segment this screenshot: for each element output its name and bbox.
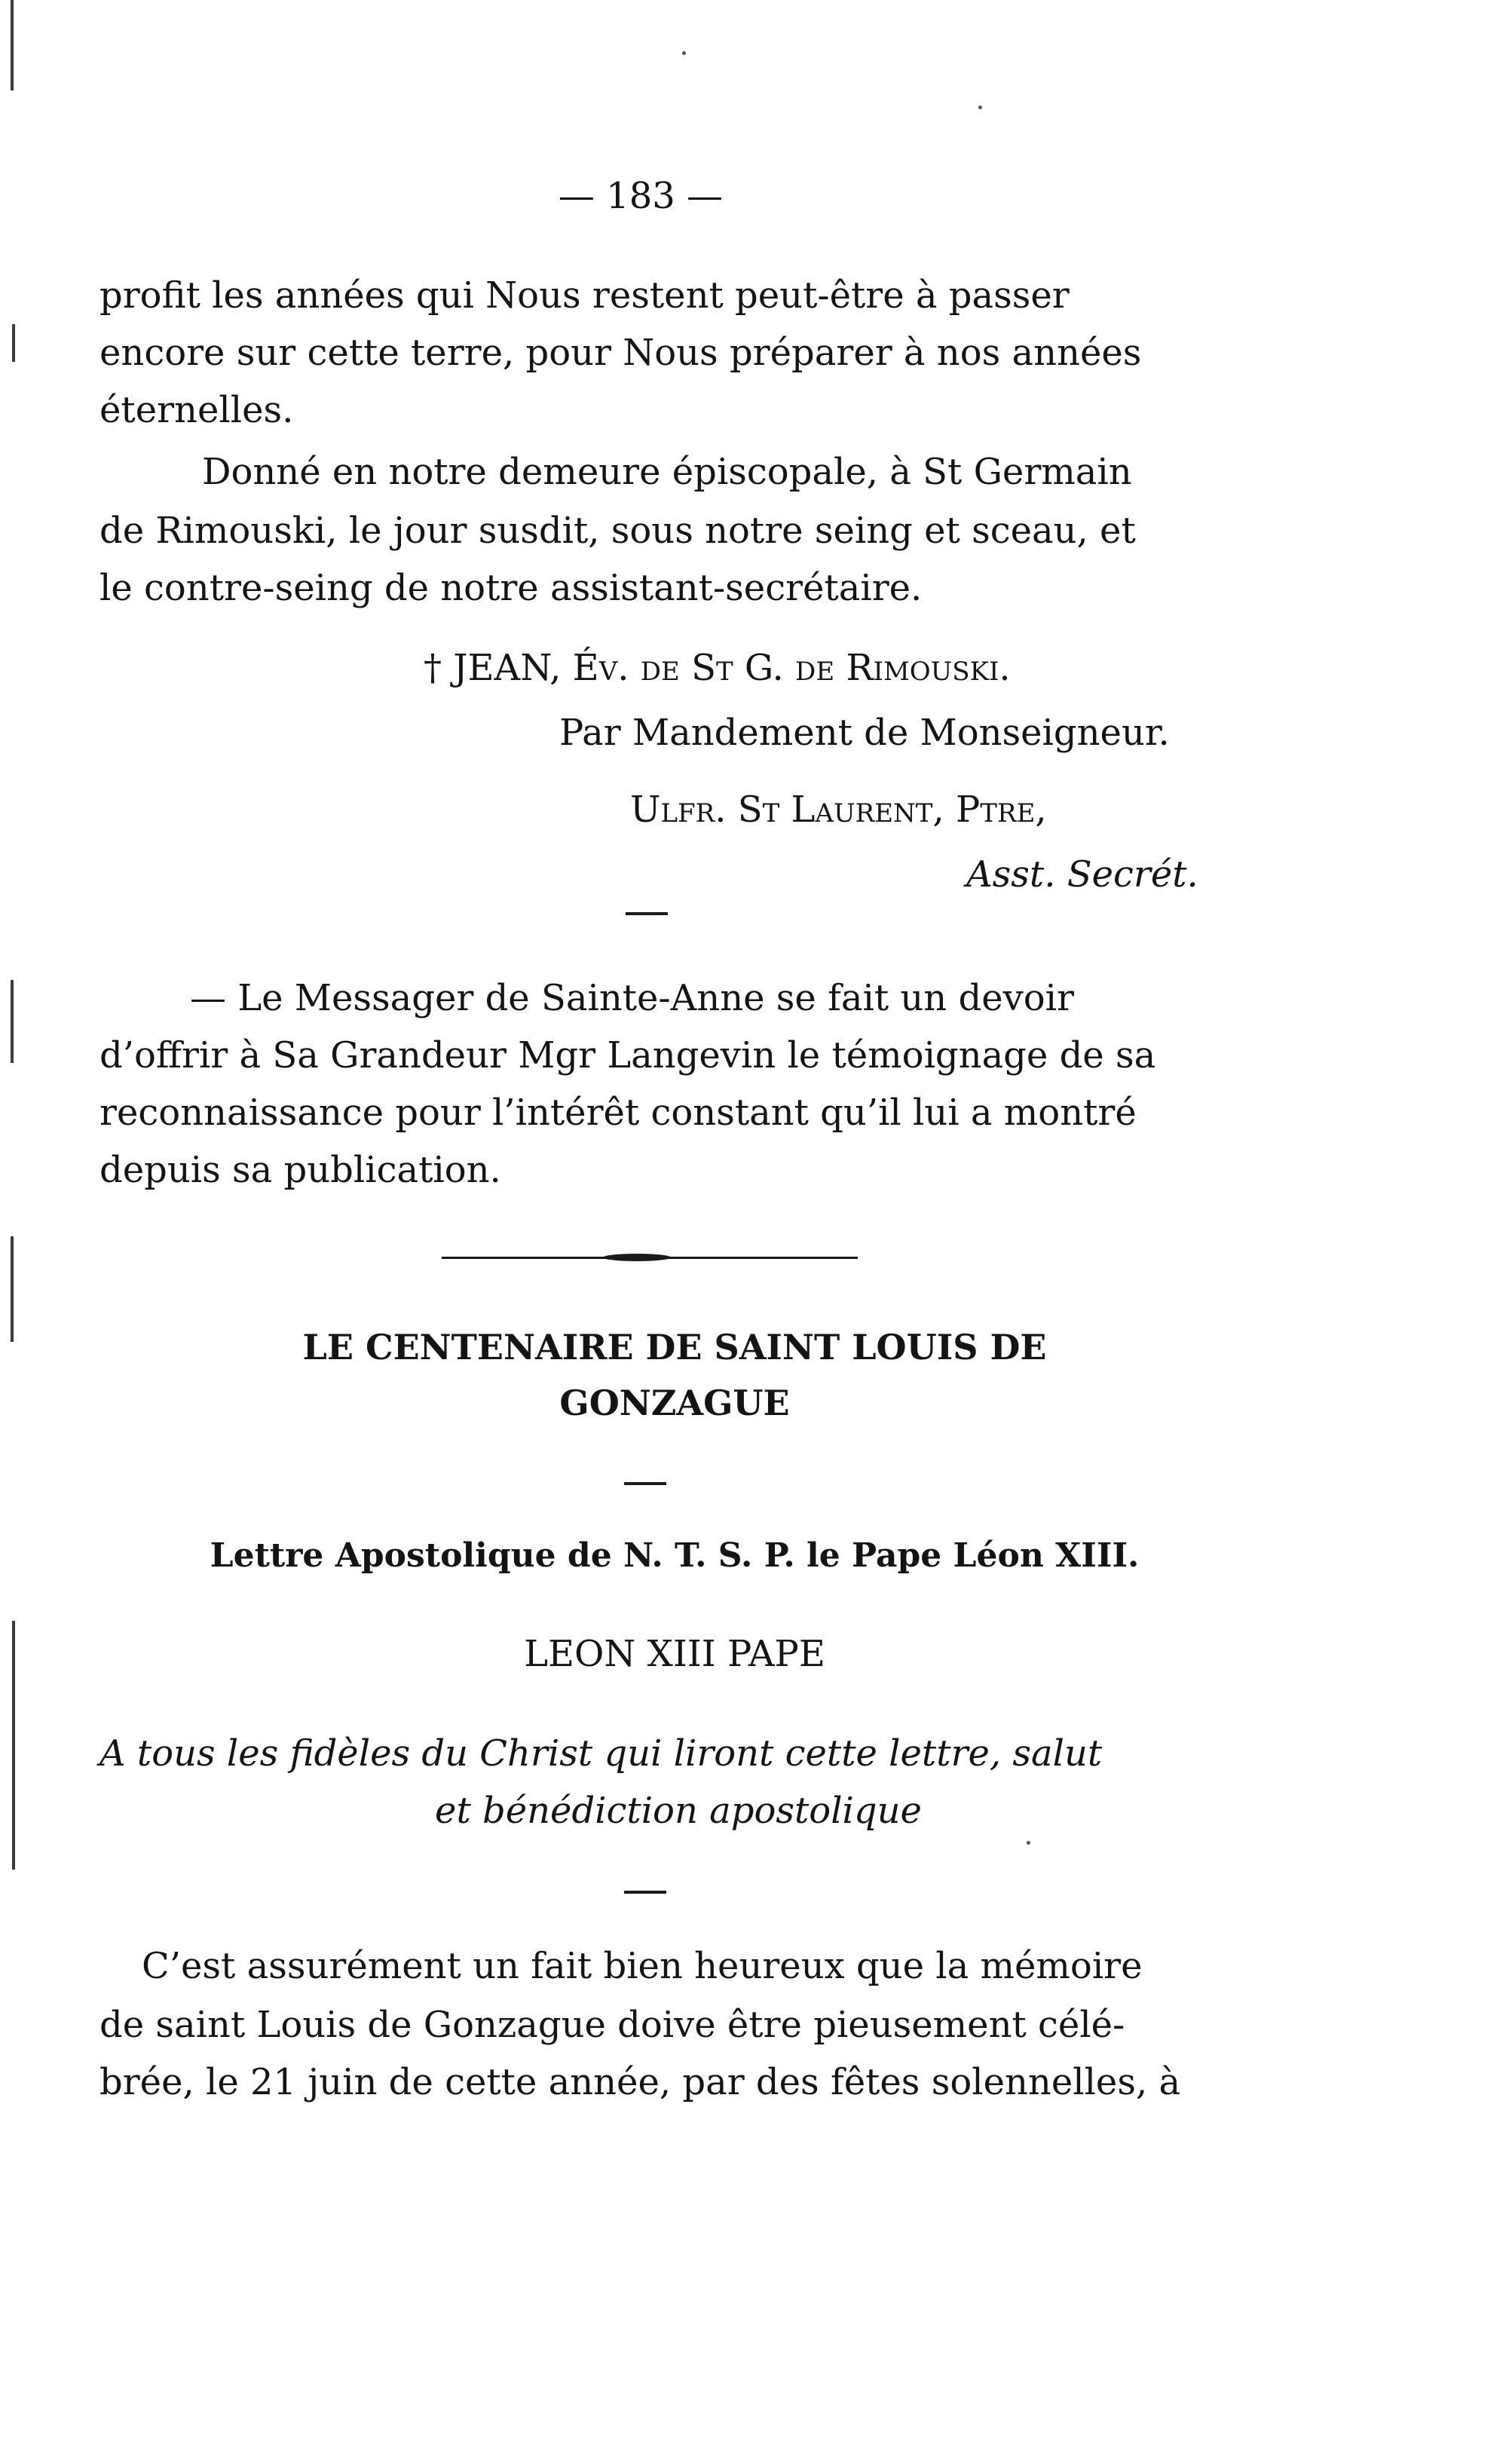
separator-dash [626, 912, 668, 915]
secretary-title: Asst. Secrét. [966, 853, 1198, 896]
separator-dash [624, 1891, 666, 1894]
text-line: C’est assurément un fait bien heureux que la mémoire [142, 1945, 1143, 1987]
text-line: le contre-seing de notre assistant-secrétaire. [99, 567, 923, 609]
scan-edge-mark [11, 980, 14, 1063]
text-line: éternelles. [99, 389, 294, 431]
address-line: A tous les fidèles du Christ qui liront cette lettre, salut [99, 1732, 1103, 1775]
text-line: de saint Louis de Gonzague doive être pieusement célé- [99, 2004, 1125, 2046]
text-line: profit les années qui Nous restent peut-être à passer [99, 274, 1070, 317]
text-line: Donné en notre demeure épiscopale, à St Germain [202, 451, 1132, 493]
mandate-line: Par Mandement de Monseigneur. [559, 712, 1170, 754]
text-line: brée, le 21 juin de cette année, par des fêtes solennelles, à [99, 2061, 1181, 2103]
text-line: depuis sa publication. [99, 1149, 501, 1191]
letter-heading: Lettre Apostolique de N. T. S. P. le Pape Léon XIII. [210, 1536, 1140, 1575]
section-title-line: LE CENTENAIRE DE SAINT LOUIS DE [302, 1327, 1047, 1368]
section-title-line: GONZAGUE [559, 1383, 790, 1423]
text-line: — Le Messager de Sainte-Anne se fait un devoir [190, 977, 1074, 1019]
text-line: reconnaissance pour l’intérêt constant qu’il lui a montré [99, 1092, 1137, 1134]
speck [682, 51, 686, 55]
signature-bishop: † JEAN, Év. de St G. de Rimouski. [424, 647, 1011, 689]
scan-edge-mark [11, 0, 14, 90]
speck [978, 106, 982, 109]
scan-edge-mark [12, 324, 15, 362]
text-line: d’offrir à Sa Grandeur Mgr Langevin le témoignage de sa [99, 1034, 1156, 1077]
separator-dash [624, 1482, 666, 1485]
page-number: — 183 — [558, 175, 724, 217]
address-line: et bénédiction apostolique [435, 1790, 922, 1832]
text-line: de Rimouski, le jour susdit, sous notre seing et sceau, et [99, 510, 1136, 552]
ornamental-rule-center [603, 1254, 671, 1261]
signature-secretary: Ulfr. St Laurent, Ptre, [630, 789, 1047, 831]
speck [1027, 1841, 1030, 1845]
pope-heading: LEON XIII PAPE [524, 1633, 825, 1675]
text-line: encore sur cette terre, pour Nous préparer à nos années [99, 332, 1142, 374]
